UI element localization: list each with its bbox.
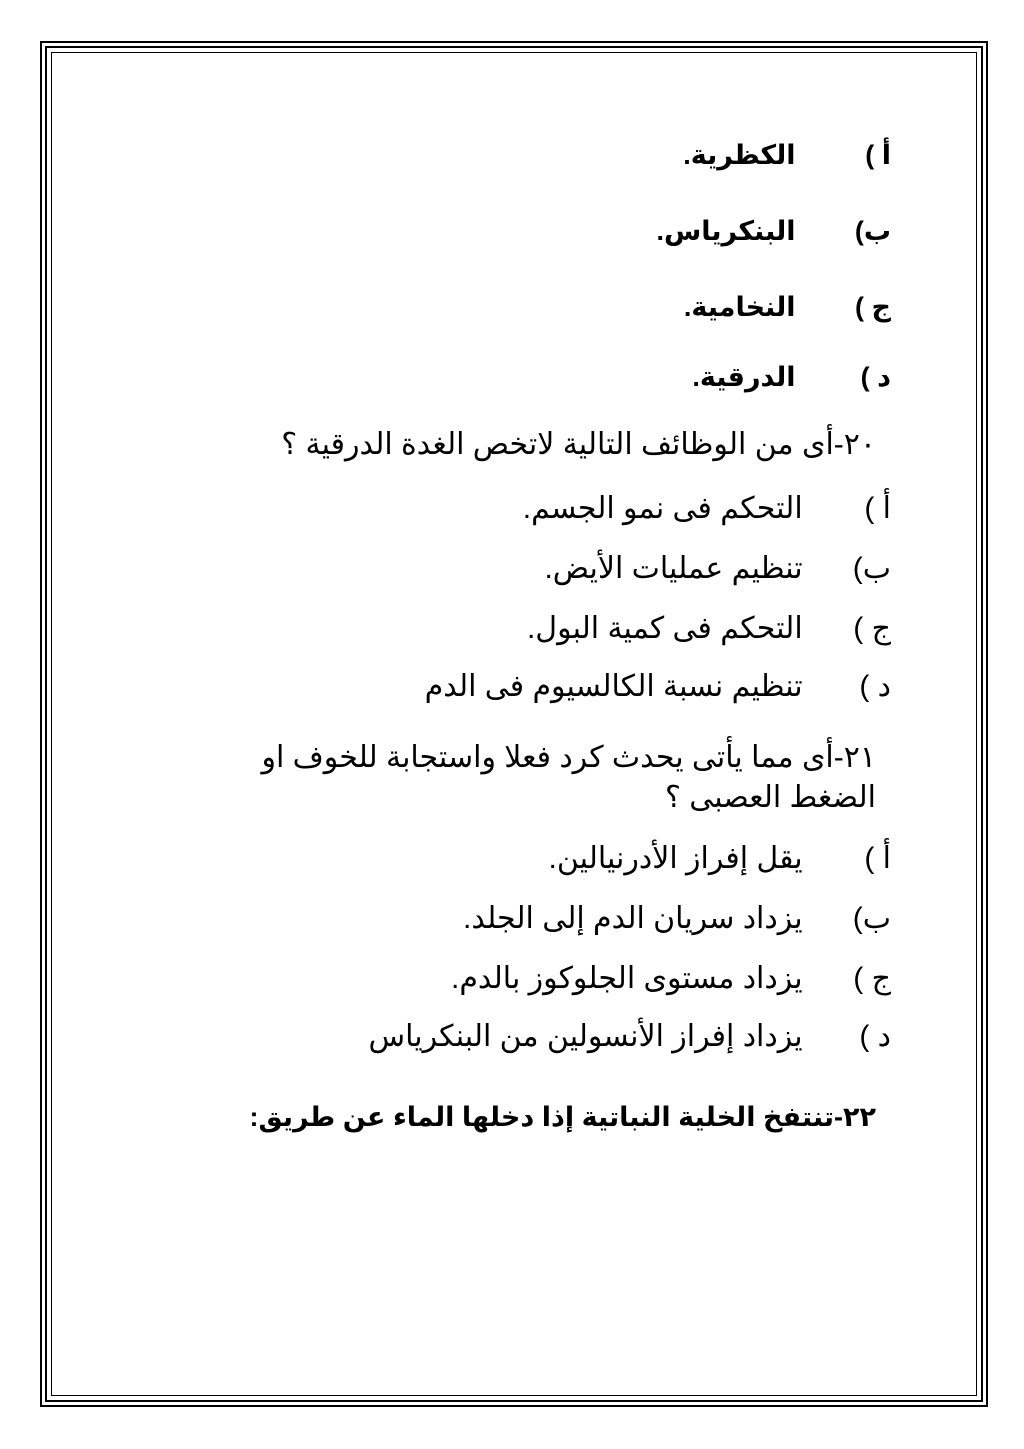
q20-option-d <box>425 670 891 704</box>
question-22: ٢٢-تنتفخ الخلية النباتية إذا دخلها الماء عن طريق: <box>249 1102 876 1132</box>
option-text: يقل إفراز الأدرنيالين. <box>548 842 803 875</box>
option-text: الدرقية. <box>692 362 796 392</box>
question-21: ٢١-أى مما يأتى يحدث كرد فعلا واستجابة للخوف او الضغط العصبى ؟ <box>261 741 876 814</box>
question-20: ٢٠-أى من الوظائف التالية لاتخص الغدة الدرقية ؟ <box>281 428 876 461</box>
q20-option-c <box>527 612 891 646</box>
option-text: يزداد إفراز الأنسولين من البنكرياس <box>368 1020 803 1053</box>
option-letter: أ ) <box>865 140 891 170</box>
option-text: التحكم فى نمو الجسم. <box>522 492 803 525</box>
prev-option-d <box>692 360 891 394</box>
option-letter: ج ) <box>853 962 891 995</box>
option-text: تنظيم عمليات الأيض. <box>544 552 803 585</box>
option-text: التحكم فى كمية البول. <box>526 612 803 645</box>
option-text: البنكرياس. <box>656 216 796 246</box>
q21-option-b <box>463 902 891 936</box>
option-letter: د ) <box>859 1020 891 1053</box>
option-letter: ب) <box>854 216 891 246</box>
option-text: الكظرية. <box>683 140 796 170</box>
option-letter: ب) <box>852 902 891 935</box>
q21-option-d <box>369 1020 892 1054</box>
option-letter: ب) <box>852 552 891 585</box>
option-letter: د ) <box>859 670 891 703</box>
option-text: يزداد سريان الدم إلى الجلد. <box>463 902 803 935</box>
prev-option-b <box>657 214 891 248</box>
prev-option-a <box>683 138 891 172</box>
q21-option-c <box>451 962 891 996</box>
q20-option-b <box>544 552 891 586</box>
option-text: النخامية. <box>683 292 796 322</box>
option-letter: أ ) <box>864 842 891 875</box>
q20-option-a <box>523 492 891 526</box>
q21-option-a <box>548 842 891 876</box>
option-letter: أ ) <box>864 492 891 525</box>
option-text: تنظيم نسبة الكالسيوم فى الدم <box>424 670 803 703</box>
option-letter: د ) <box>860 362 891 392</box>
option-letter: ج ) <box>853 612 891 645</box>
prev-option-c <box>684 290 891 324</box>
option-letter: ج ) <box>855 292 891 322</box>
option-text: يزداد مستوى الجلوكوز بالدم. <box>451 962 803 995</box>
